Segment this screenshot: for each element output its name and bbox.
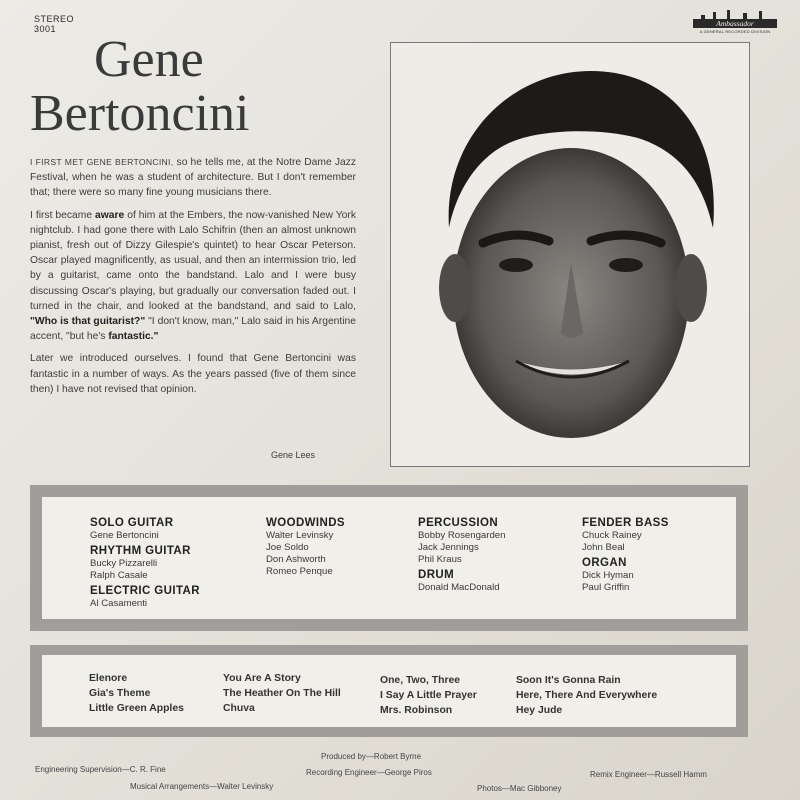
heading-woodwinds: WOODWINDS (266, 517, 345, 529)
personnel-column-percussion (418, 517, 505, 594)
personnel-column-woodwinds (266, 517, 345, 578)
album-title-line2: Bertoncini (30, 85, 250, 142)
track-title: I Say A Little Prayer (380, 690, 477, 701)
credit-engineering-supervision: Engineering Supervision—C. R. Fine (35, 765, 166, 774)
musician-name: Dick Hyman (582, 570, 634, 581)
musician-name: Al Casamenti (90, 598, 148, 609)
track-title: The Heather On The Hill (223, 688, 341, 699)
liner-paragraph-2: I first became aware of him at the Embers, the now-vanished New York nightclub. I had gone there with Lalo Schifrin (then an almost unknown pianist, fresh out of Dizzy Gilespie's quintet) to hear Oscar Peterson. Oscar played magnificently, as usual, and then an intermission trio, led by a guitarist, came onto the bandstand. Lalo and I were busy discussing Oscar's playing, but gradually our conversation faded out. I turned in the chair, and looked at the bandstand, and said to Lalo, "Who is that guitarist?" "I don't know, man," Lalo said in his Argentine accent, "but he's fantastic." (30, 209, 356, 343)
track-title: Elenore (89, 673, 128, 684)
catalog-number: 3001 (34, 24, 57, 34)
personnel-column-guitars (90, 517, 200, 610)
track-title: Chuva (223, 703, 255, 714)
credit-photos: Photos—Mac Gibboney (477, 784, 562, 793)
liner-notes (30, 155, 356, 404)
musician-name: Joe Soldo (266, 542, 309, 553)
stereo-marking (34, 14, 74, 34)
credit-remix-engineer: Remix Engineer—Russell Hamm (590, 770, 707, 779)
tracklist-column-1 (89, 671, 184, 716)
track-title: Mrs. Robinson (380, 705, 453, 716)
liner-lead-in: I FIRST MET GENE BERTONCINI, (30, 157, 174, 167)
track-title: You Are A Story (223, 673, 301, 684)
track-title: Here, There And Everywhere (516, 690, 658, 701)
musician-name: Bucky Pizzarelli (90, 558, 158, 569)
track-title: One, Two, Three (380, 675, 461, 686)
musician-name: John Beal (582, 542, 625, 553)
skyline-logo-icon (693, 10, 777, 28)
musician-name: Phil Kraus (418, 554, 462, 565)
label-logo-subtitle: A GENERAL RECORDED DIVISION (699, 29, 771, 34)
musician-name: Ralph Casale (90, 570, 148, 581)
track-title: Hey Jude (516, 705, 563, 716)
heading-fender-bass: FENDER BASS (582, 517, 669, 529)
tracklist-column-3 (380, 673, 477, 718)
liner-paragraph-1: I FIRST MET GENE BERTONCINI, so he tells me, at the Notre Dame Jazz Festival, when he was a student of architecture. But I don't remember that; there were so many fine young musicians there. (30, 157, 356, 199)
stereo-label: STEREO (34, 14, 75, 24)
musician-name: Jack Jennings (418, 542, 479, 553)
heading-percussion: PERCUSSION (418, 517, 499, 529)
credit-musical-arrangements: Musical Arrangements—Walter Levinsky (130, 782, 274, 791)
musician-name: Walter Levinsky (266, 530, 334, 541)
heading-organ: ORGAN (582, 557, 627, 569)
personnel-column-bass-organ (582, 517, 669, 594)
tracklist-frame (30, 645, 748, 737)
record-label-logo (693, 10, 777, 36)
musician-name: Bobby Rosengarden (418, 530, 506, 541)
album-title-line1: Gene (94, 31, 204, 88)
heading-rhythm-guitar: RHYTHM GUITAR (90, 545, 191, 557)
musician-name: Paul Griffin (582, 582, 630, 593)
label-logo-text: Ambassador (716, 19, 754, 28)
heading-electric-guitar: ELECTRIC GUITAR (90, 585, 200, 597)
track-title: Little Green Apples (89, 703, 184, 714)
musician-name: Don Ashworth (266, 554, 326, 565)
liner-notes-signature: Gene Lees (271, 450, 316, 460)
artist-portrait (390, 42, 750, 467)
musician-name: Gene Bertoncini (90, 530, 159, 541)
tracklist-panel (42, 655, 736, 727)
track-title: Soon It's Gonna Rain (516, 675, 621, 686)
track-title: Gia's Theme (89, 688, 151, 699)
credit-recording-engineer: Recording Engineer—George Piros (306, 768, 432, 777)
heading-drum: DRUM (418, 569, 455, 581)
tracklist-column-4 (516, 673, 657, 718)
tracklist-column-2 (223, 671, 341, 716)
liner-paragraph-3: Later we introduced ourselves. I found that Gene Bertoncini was fantastic in a number of ways. As the years passed (five of them since then) I have not revised that opinion. (30, 353, 356, 395)
credit-producer: Produced by—Robert Byrne (321, 752, 422, 761)
personnel-panel (42, 497, 736, 619)
personnel-frame (30, 485, 748, 631)
heading-solo-guitar: SOLO GUITAR (90, 517, 174, 529)
portrait-face-icon (391, 43, 749, 466)
musician-name: Romeo Penque (266, 566, 333, 577)
musician-name: Chuck Rainey (582, 530, 642, 541)
musician-name: Donald MacDonald (418, 582, 500, 593)
